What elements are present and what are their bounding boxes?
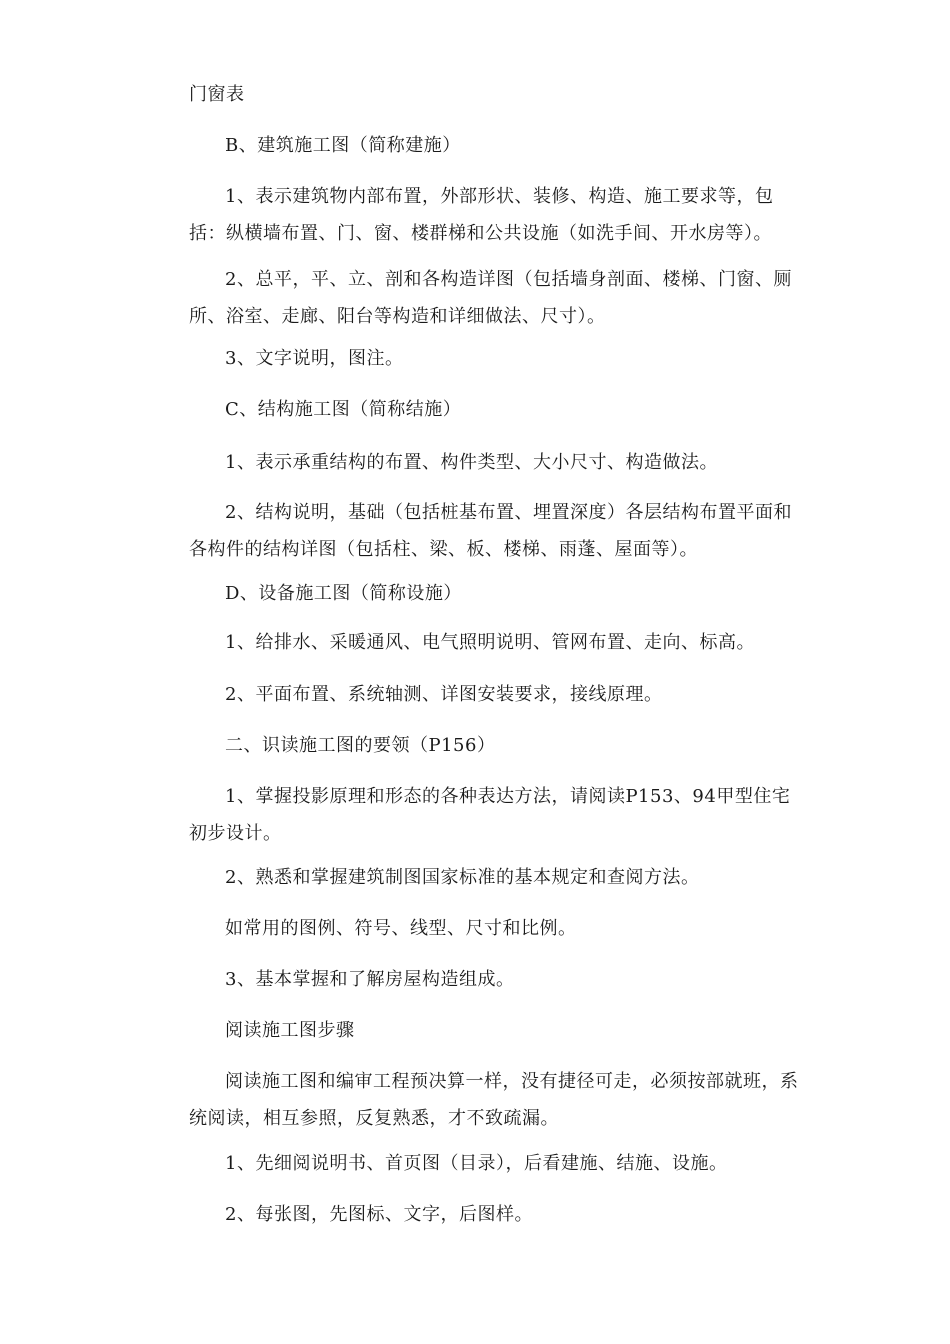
heading-reading-steps: 阅读施工图步骤 [225, 1020, 355, 1041]
paragraph-steps-item-2: 2、每张图，先图标、文字，后图样。 [225, 1204, 533, 1225]
heading-equipment-drawings: D、设备施工图（简称设施） [225, 583, 462, 604]
heading-structural-drawings: C、结构施工图（简称结施） [225, 399, 462, 420]
paragraph-arch-item-2: 2、总平，平、立、剖和各构造详图（包括墙身剖面、楼梯、门窗、厕所、浴室、走廊、阳台等构造和详细做法、尺寸）。 [189, 269, 792, 327]
paragraph-steps-intro: 阅读施工图和编审工程预决算一样，没有捷径可走，必须按部就班，系统阅读，相互参照，反复熟悉，才不致疏漏。 [189, 1071, 799, 1129]
paragraph-door-window-table: 门窗表 [189, 84, 245, 105]
paragraph-struct-item-2: 2、结构说明，基础（包括桩基布置、埋置深度）各层结构布置平面和各构件的结构详图（包括柱、梁、板、楼梯、雨蓬、屋面等）。 [189, 502, 792, 560]
paragraph-essentials-item-3: 3、基本掌握和了解房屋构造组成。 [225, 969, 515, 990]
heading-reading-essentials: 二、识读施工图的要领（P156） [225, 735, 496, 756]
paragraph-arch-item-1: 1、表示建筑物内部布置，外部形状、装修、构造、施工要求等，包括：纵横墙布置、门、窗、楼群梯和公共设施（如洗手间、开水房等）。 [189, 186, 774, 244]
paragraph-equip-item-1: 1、给排水、采暖通风、电气照明说明、管网布置、走向、标高。 [225, 632, 755, 653]
paragraph-equip-item-2: 2、平面布置、系统轴测、详图安装要求，接线原理。 [225, 684, 663, 705]
paragraph-essentials-note: 如常用的图例、符号、线型、尺寸和比例。 [225, 918, 577, 939]
paragraph-arch-item-3: 3、文字说明，图注。 [225, 348, 404, 369]
paragraph-essentials-item-1: 1、掌握投影原理和形态的各种表达方法，请阅读P153、94甲型住宅初步设计。 [189, 786, 791, 844]
paragraph-essentials-item-2: 2、熟悉和掌握建筑制图国家标准的基本规定和查阅方法。 [225, 867, 700, 888]
paragraph-struct-item-1: 1、表示承重结构的布置、构件类型、大小尺寸、构造做法。 [225, 452, 718, 473]
heading-architectural-drawings: B、建筑施工图（简称建施） [225, 135, 461, 156]
paragraph-steps-item-1: 1、先细阅说明书、首页图（目录），后看建施、结施、设施。 [225, 1153, 728, 1174]
